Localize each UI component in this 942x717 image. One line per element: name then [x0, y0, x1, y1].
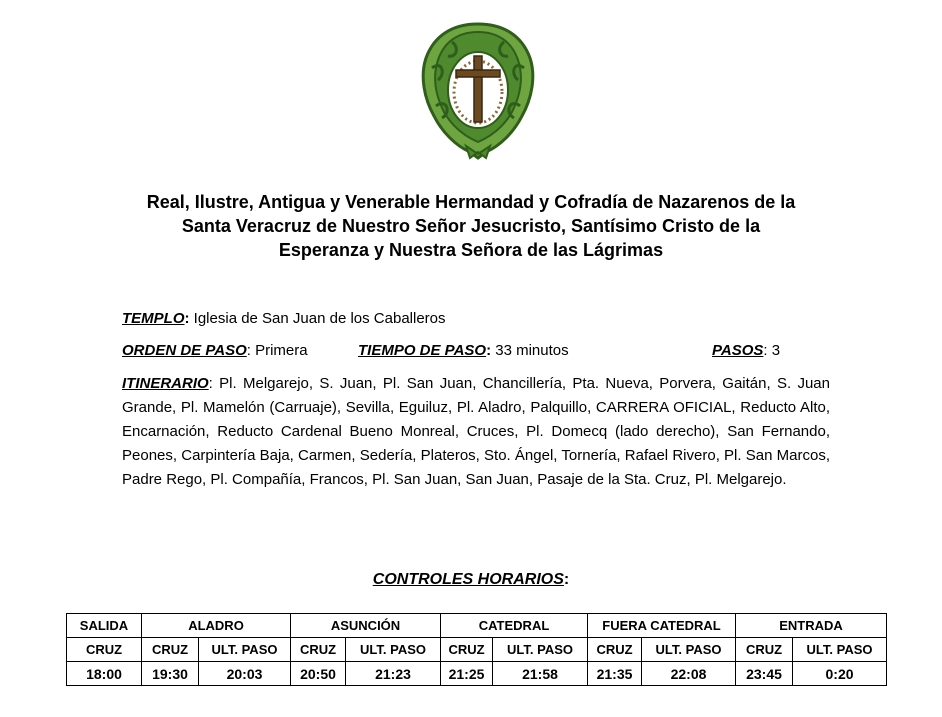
controles-title-text: CONTROLES HORARIOS [372, 571, 564, 588]
time-cell: 21:58 [493, 662, 588, 686]
itinerario-label: ITINERARIO [122, 375, 209, 392]
time-cell: 23:45 [736, 662, 793, 686]
pasos-label: PASOS [712, 342, 764, 359]
time-cell: 21:35 [588, 662, 642, 686]
subheader-cell: CRUZ [588, 638, 642, 662]
group-salida: SALIDA [67, 614, 142, 638]
brotherhood-emblem-icon [412, 18, 544, 164]
time-cell: 0:20 [793, 662, 887, 686]
time-cell: 18:00 [67, 662, 142, 686]
subheader-cell: CRUZ [67, 638, 142, 662]
time-cell: 19:30 [142, 662, 199, 686]
title-line-2: Santa Veracruz de Nuestro Señor Jesucristo, Santísimo Cristo de la [181, 216, 761, 236]
subheader-cell: CRUZ [142, 638, 199, 662]
orden-row: ORDEN DE PASO: Primera TIEMPO DE PASO: 33 minutos PASOS: 3 [122, 342, 781, 359]
subheader-cell: ULT. PASO [493, 638, 588, 662]
title-line-1: Real, Ilustre, Antigua y Venerable Hermandad y Cofradía de Nazarenos de la [146, 192, 796, 212]
subheader-cell: ULT. PASO [642, 638, 736, 662]
subheader-cell: ULT. PASO [346, 638, 441, 662]
table-subheader-row [67, 638, 887, 662]
itinerario-block: ITINERARIO: Pl. Melgarejo, S. Juan, Pl. San Juan, Chancillería, Pta. Nueva, Porvera, Gaitán, S. Juan Grande, Pl. Mamelón (Carruaje), Sevilla, Eguiluz, Pl. Aladro, Palquillo, CARRERA OFICIAL, Reducto Alto, Encarnación, Reducto Cardenal Bueno Monreal, Cruces, Pl. Domecq (lado derecho), San Fernando, Peones, Carpintería Baja, Carmen, Sedería, Plateros, Sto. Ángel, Tornería, Rafael Rivero, Pl. San Marcos, Padre Rego, Pl. Compañía, Francos, Pl. San Juan, San Juan, Pasaje de la Sta. Cruz, Pl. Melgarejo. [122, 375, 830, 488]
orden-value: Primera [255, 342, 308, 359]
time-cell: 20:50 [291, 662, 346, 686]
group-entrada: ENTRADA [736, 614, 887, 638]
templo-label: TEMPLO [122, 310, 185, 327]
table-times-row [67, 662, 887, 686]
group-fuera-catedral: FUERA CATEDRAL [588, 614, 736, 638]
time-cell: 22:08 [642, 662, 736, 686]
group-asuncion: ASUNCIÓN [291, 614, 441, 638]
time-cell: 20:03 [199, 662, 291, 686]
group-catedral: CATEDRAL [441, 614, 588, 638]
controles-title [0, 568, 942, 592]
subheader-cell: CRUZ [736, 638, 793, 662]
controles-table [66, 613, 887, 686]
subheader-cell: CRUZ [291, 638, 346, 662]
time-cell: 21:25 [441, 662, 493, 686]
orden-label: ORDEN DE PASO [122, 342, 247, 359]
title-line-3: Esperanza y Nuestra Señora de las Lágrimas [278, 240, 664, 260]
table-group-row [67, 614, 887, 638]
brotherhood-title [60, 190, 882, 262]
tiempo-value: 33 minutos [495, 342, 569, 359]
subheader-cell: ULT. PASO [199, 638, 291, 662]
subheader-cell: CRUZ [441, 638, 493, 662]
group-aladro: ALADRO [142, 614, 291, 638]
tiempo-label: TIEMPO DE PASO [358, 342, 487, 359]
subheader-cell: ULT. PASO [793, 638, 887, 662]
time-cell: 21:23 [346, 662, 441, 686]
controles-title-colon: : [563, 571, 570, 588]
itinerario-value: Pl. Melgarejo, S. Juan, Pl. San Juan, Chancillería, Pta. Nueva, Porvera, Gaitán, S. Juan Grande, Pl. Mamelón (Carruaje), Sevilla, Eguiluz, Pl. Aladro, Palquillo, CARRERA OFICIAL, Reducto Alto, Encarnación, Reducto Cardenal Bueno Monreal, Cruces, Pl. Domecq (lado derecho), San Fernando, Peones, Carpintería Baja, Carmen, Sedería, Plateros, Sto. Ángel, Tornería, Rafael Rivero, Pl. San Marcos, Padre Rego, Pl. Compañía, Francos, Pl. San Juan, San Juan, Pasaje de la Sta. Cruz, Pl. Melgarejo. [122, 375, 830, 488]
pasos-value: 3 [771, 342, 781, 359]
templo-row: TEMPLO: Iglesia de San Juan de los Caballeros [122, 310, 446, 327]
templo-value: Iglesia de San Juan de los Caballeros [193, 310, 446, 327]
